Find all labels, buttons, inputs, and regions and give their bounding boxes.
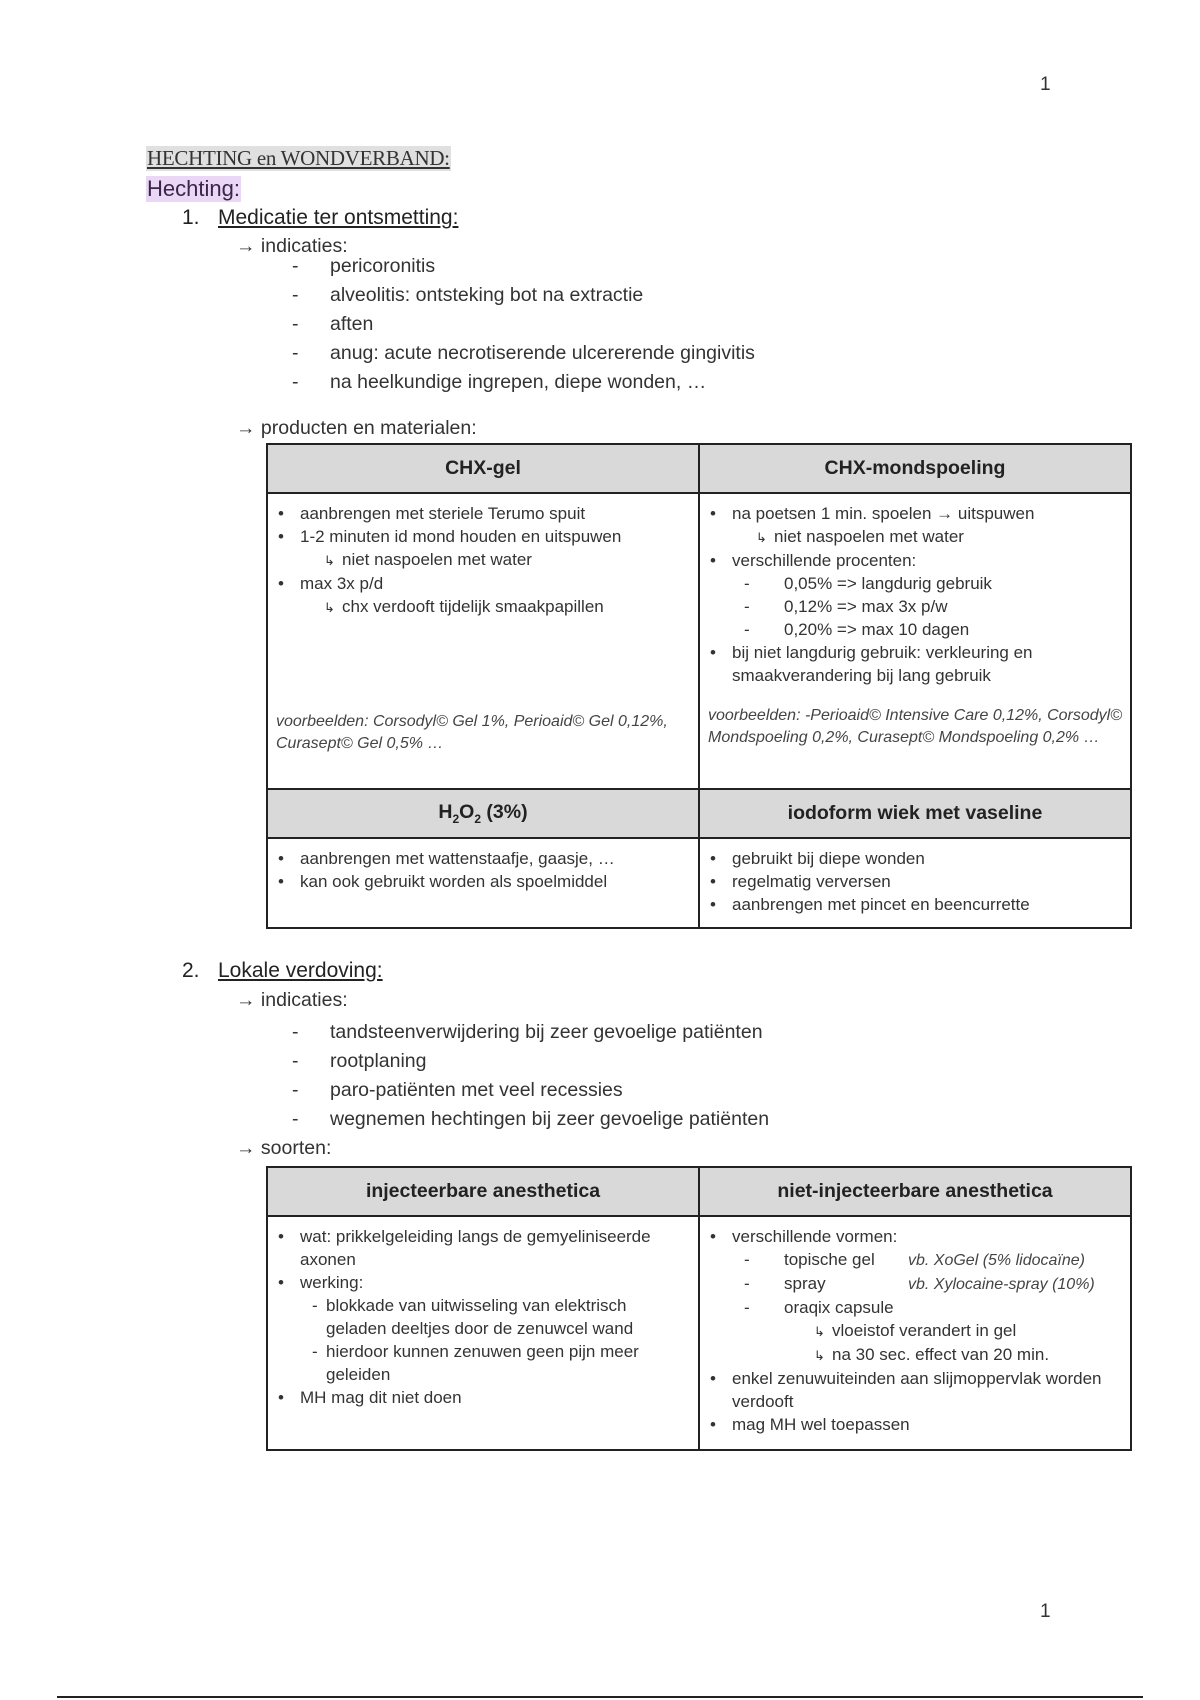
indications-list	[292, 1018, 769, 1134]
example-text: vb. XoGel (5% lidocaïne)	[908, 1252, 1085, 1269]
list-item: • mag MH wel toepassen	[708, 1413, 1122, 1436]
hook-arrow-icon: ↳	[324, 600, 335, 615]
table-header-h2o2: $H_2O_2$ (3%)	[267, 789, 699, 838]
hook-arrow-icon: ↳	[814, 1348, 825, 1363]
document-title: HECHTING en WONDVERBAND:	[147, 146, 450, 170]
list-item: - spray vb. Xylocaine-spray (10%)	[708, 1272, 1122, 1296]
dash-icon: -	[292, 313, 299, 335]
dash-icon: -	[292, 255, 299, 277]
list-item: • kan ook gebruikt worden als spoelmiddel	[276, 870, 690, 893]
indications-list	[292, 252, 755, 397]
products-label: → producten en materialen:	[236, 417, 477, 439]
list-item: - topische gel vb. XoGel (5% lidocaïne)	[708, 1248, 1122, 1272]
list-item: • na poetsen 1 min. spoelen → uitspuwen	[708, 502, 1122, 525]
list-item: - tandsteenverwijdering bij zeer gevoelige patiënten	[292, 1018, 769, 1047]
list-item: • MH mag dit niet doen	[276, 1386, 690, 1409]
list-item: • wat: prikkelgeleiding langs de gemyeliniseerde axonen	[276, 1225, 690, 1271]
table-cell-chx-gel	[267, 493, 699, 789]
list-item: - pericoronitis	[292, 252, 755, 281]
footer-divider	[57, 1696, 1143, 1698]
types-label: → soorten:	[236, 1137, 332, 1159]
dash-icon: -	[292, 1021, 299, 1043]
list-item: • max 3x p/d	[276, 572, 690, 595]
table-header-chx-mondspoeling: CHX-mondspoeling	[699, 444, 1131, 493]
list-item: • aanbrengen met wattenstaafje, gaasje, …	[276, 847, 690, 870]
dash-icon: -	[292, 284, 299, 306]
list-item: • bij niet langdurig gebruik: verkleuring en smaakverandering bij lang gebruik	[708, 641, 1122, 687]
list-item: ↳ na 30 sec. effect van 20 min.	[708, 1343, 1122, 1367]
list-item: • verschillende procenten:	[708, 549, 1122, 572]
table-header-iodoform: iodoform wiek met vaseline	[699, 789, 1131, 838]
table-cell-chx-mondspoeling	[699, 493, 1131, 789]
table-header-injecteerbaar: injecteerbare anesthetica	[267, 1167, 699, 1216]
list-item: - 0,05% => langdurig gebruik	[708, 572, 1122, 595]
heading-number: 1.	[182, 206, 200, 229]
list-item: - na heelkundige ingrepen, diepe wonden, …	[292, 368, 755, 397]
list-item: • werking:	[276, 1271, 690, 1294]
list-item: - hierdoor kunnen zenuwen geen pijn meer geleiden	[276, 1340, 690, 1386]
table-cell-h2o2	[267, 838, 699, 928]
heading-number: 2.	[182, 959, 200, 982]
example-text: vb. Xylocaine-spray (10%)	[908, 1276, 1095, 1293]
heading-lokale-verdoving	[182, 959, 383, 983]
examples-text: voorbeelden: -Perioaid© Intensive Care 0,12%, Corsodyl© Mondspoeling 0,2%, Curasept© Mondspoeling 0,2% …	[708, 707, 1123, 746]
dash-icon: -	[292, 371, 299, 393]
dash-icon: -	[292, 1050, 299, 1072]
dash-icon: -	[292, 1079, 299, 1101]
hook-arrow-icon: ↳	[814, 1324, 825, 1339]
list-item: • regelmatig verversen	[708, 870, 1122, 893]
list-item: - paro-patiënten met veel recessies	[292, 1076, 769, 1105]
page-number-top: 1	[1040, 74, 1051, 95]
table-header-niet-injecteerbaar: niet-injecteerbare anesthetica	[699, 1167, 1131, 1216]
table-cell-iodoform	[699, 838, 1131, 928]
list-item: - blokkade van uitwisseling van elektrisch geladen deeltjes door de zenuwcel wand	[276, 1294, 690, 1340]
table-cell-niet-injecteerbaar	[699, 1216, 1131, 1450]
indications-label: → indicaties:	[236, 235, 348, 257]
list-item: - oraqix capsule	[708, 1296, 1122, 1319]
list-item: • 1-2 minuten id mond houden en uitspuwen	[276, 525, 690, 548]
list-item: - 0,20% => max 10 dagen	[708, 618, 1122, 641]
heading-text: Medicatie ter ontsmetting:	[218, 206, 459, 229]
list-item: • aanbrengen met steriele Terumo spuit	[276, 502, 690, 525]
list-item: ↳ niet naspoelen met water	[708, 525, 1122, 549]
indications-label: → indicaties:	[236, 989, 348, 1011]
page-number-bottom: 1	[1040, 1601, 1051, 1622]
hook-arrow-icon: ↳	[756, 530, 767, 545]
list-item: - 0,12% => max 3x p/w	[708, 595, 1122, 618]
list-item: - rootplaning	[292, 1047, 769, 1076]
list-item: • verschillende vormen:	[708, 1225, 1122, 1248]
list-item: - alveolitis: ontsteking bot na extractie	[292, 281, 755, 310]
dash-icon: -	[292, 342, 299, 364]
list-item: • aanbrengen met pincet en beencurrette	[708, 893, 1122, 916]
list-item: • gebruikt bij diepe wonden	[708, 847, 1122, 870]
list-item: - wegnemen hechtingen bij zeer gevoelige patiënten	[292, 1105, 769, 1134]
heading-medicatie	[182, 206, 458, 230]
table-header-chx-gel: CHX-gel	[267, 444, 699, 493]
section-title: Hechting:	[147, 176, 240, 201]
table-cell-injecteerbaar	[267, 1216, 699, 1450]
list-item: ↳ niet naspoelen met water	[276, 548, 690, 572]
list-item: ↳ vloeistof verandert in gel	[708, 1319, 1122, 1343]
list-item: - aften	[292, 310, 755, 339]
list-item: - anug: acute necrotiserende ulcererende gingivitis	[292, 339, 755, 368]
heading-text: Lokale verdoving:	[218, 959, 383, 982]
anesthetics-table	[266, 1166, 1132, 1451]
hook-arrow-icon: ↳	[324, 553, 335, 568]
list-item: • enkel zenuwuiteinden aan slijmoppervlak worden verdooft	[708, 1367, 1122, 1413]
list-item: ↳ chx verdooft tijdelijk smaakpapillen	[276, 595, 690, 619]
examples-text: voorbeelden: Corsodyl© Gel 1%, Perioaid© Gel 0,12%, Curasept© Gel 0,5% …	[276, 713, 668, 752]
dash-icon: -	[292, 1108, 299, 1130]
products-table	[266, 443, 1132, 929]
